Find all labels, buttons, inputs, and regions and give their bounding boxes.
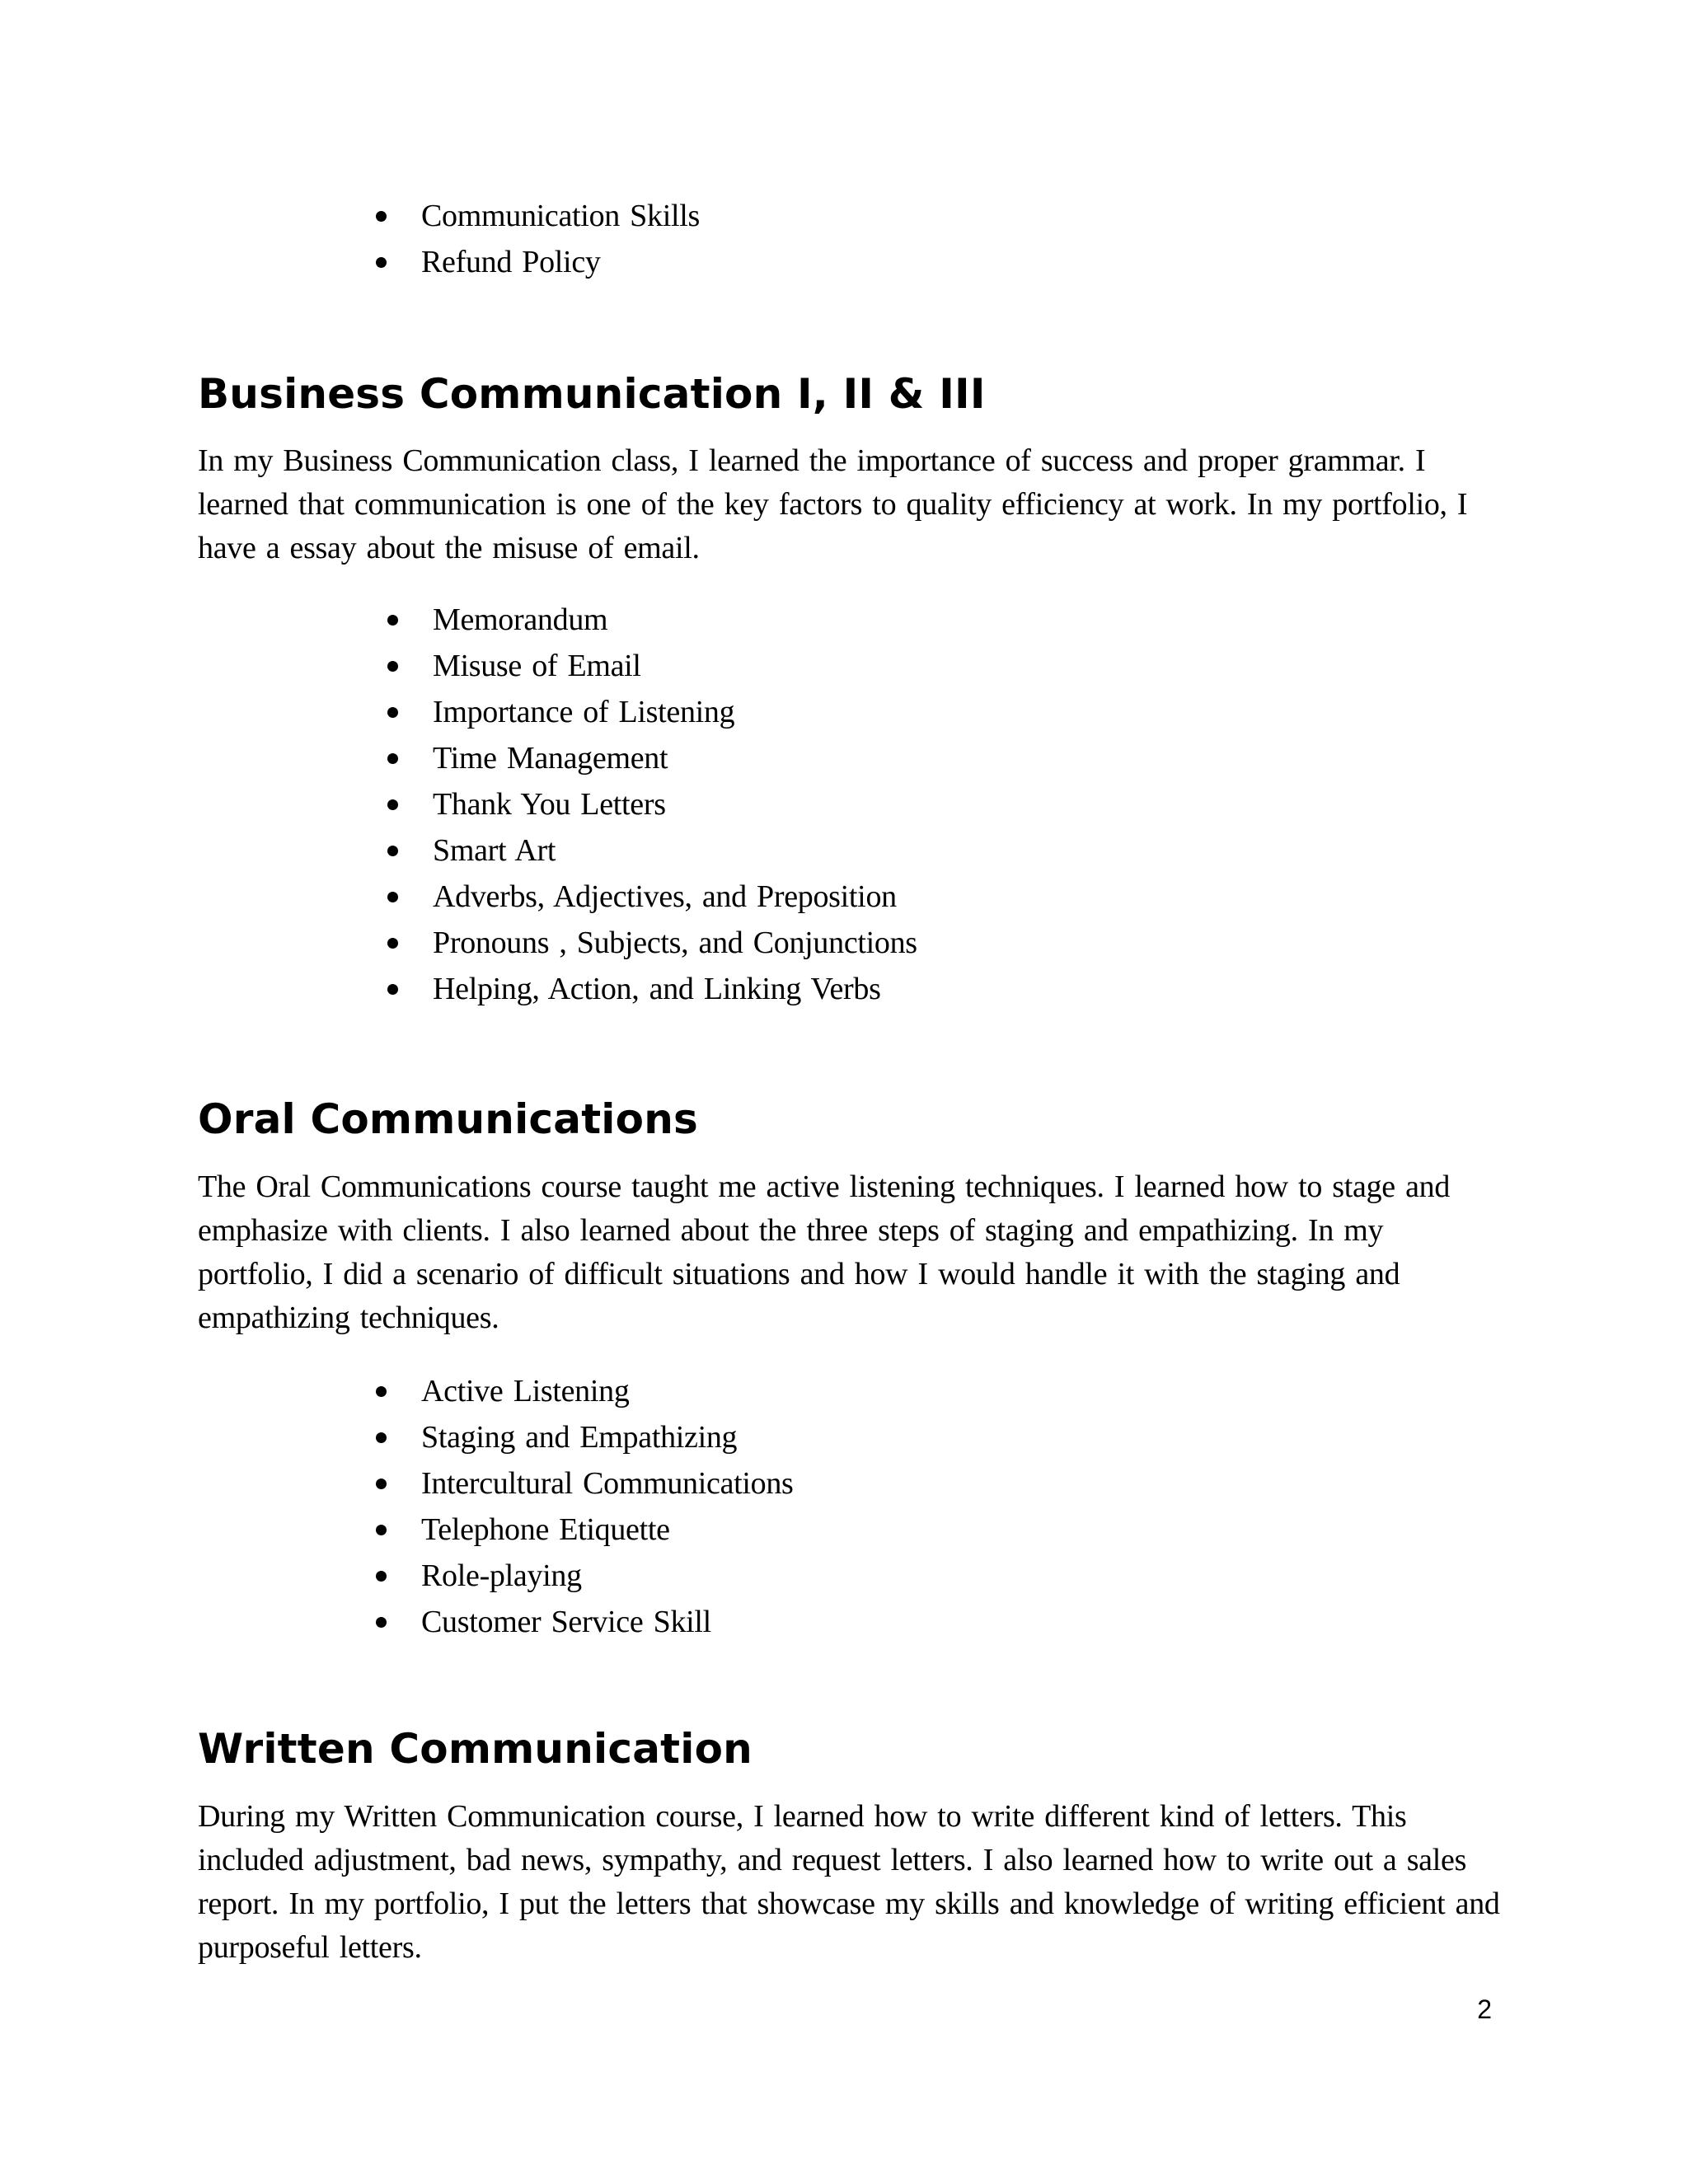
section-paragraph-oral-communications: The Oral Communications course taught me active listening techniques. I learned how to stage and emphasize with clients. I also learned about the three steps of staging and empathizing. In my portfolio, I did a scenario of difficult situations and how I would handle it with the staging and empathizing techniques. — [198, 1169, 1451, 1335]
bullet-icon — [376, 1617, 387, 1628]
bullet-icon — [387, 846, 398, 856]
section-paragraph-written-communication: During my Written Communication course, I learned how to write different kind of letters. This included adjustment, bad news, sympathy, and request letters. I also learned how to write out a sales report. In my portfolio, I put the letters that showcase my skills and knowledge of writing efficient and purposeful letters. — [198, 1799, 1500, 1965]
bullet-icon — [376, 257, 387, 268]
page-number: 2 — [1477, 1994, 1492, 2024]
bullet-icon — [387, 984, 398, 995]
section-heading-written-communication: Written Communication — [198, 1725, 753, 1773]
bullet-icon — [387, 661, 398, 672]
bullet-icon — [376, 1432, 387, 1443]
section-paragraph-business-communication: In my Business Communication class, I learned the importance of success and proper grammar. I learned that communication is one of the key factors to quality efficiency at work. In my portfolio, I have a essay about the misuse of email. — [198, 443, 1468, 565]
section-heading-oral-communications: Oral Communications — [198, 1095, 698, 1143]
document-page: Communication Skills Refund Policy Business Communication I, II & III In my Business Communication class, I learned the importance of success and proper grammar. I learned that communication is one of the key factors to quality efficiency at work. In my portfolio, I have a essay about the misuse of email. Memorandum Misuse of Email Importance of Listening Time Management Thank You Letters Smart Art Adverbs, Adjectives, and Preposition Pronouns , Subjects, and Conjunctions Helping, Action, and Linking Verbs Oral Communications The Oral Communications course taught me active listening techniques. I learned how to stage and emphasize with clients. I also learned about the three steps of staging and empathizing. In my portfolio, I did a scenario of difficult situations and how I would handle it with the staging and empathizing techniques. Active Listening Staging and Empathizing Intercultural Communications Telephone Etiquette Role-playing Customer Service Skill Written Communication During my Written Communication course, I learned how to write different kind of letters. This included adjustment, bad news, sympathy, and request letters. I also learned how to write out a sales report. In my portfolio, I put the letters that showcase my skills and knowledge of writing efficient and purposeful letters. 2 — [0, 0, 1688, 2184]
bullet-icon — [387, 615, 398, 626]
bullet-icon — [387, 938, 398, 949]
section-heading-business-communication: Business Communication I, II & III — [198, 370, 986, 418]
bullet-icon — [376, 1479, 387, 1489]
bullet-icon — [376, 211, 387, 222]
bullet-icon — [376, 1571, 387, 1582]
bullet-icon — [387, 753, 398, 764]
bullet-icon — [376, 1525, 387, 1535]
bullet-icon — [387, 892, 398, 902]
bullet-icon — [387, 707, 398, 718]
bullet-icon — [376, 1386, 387, 1397]
bullet-icon — [387, 799, 398, 810]
